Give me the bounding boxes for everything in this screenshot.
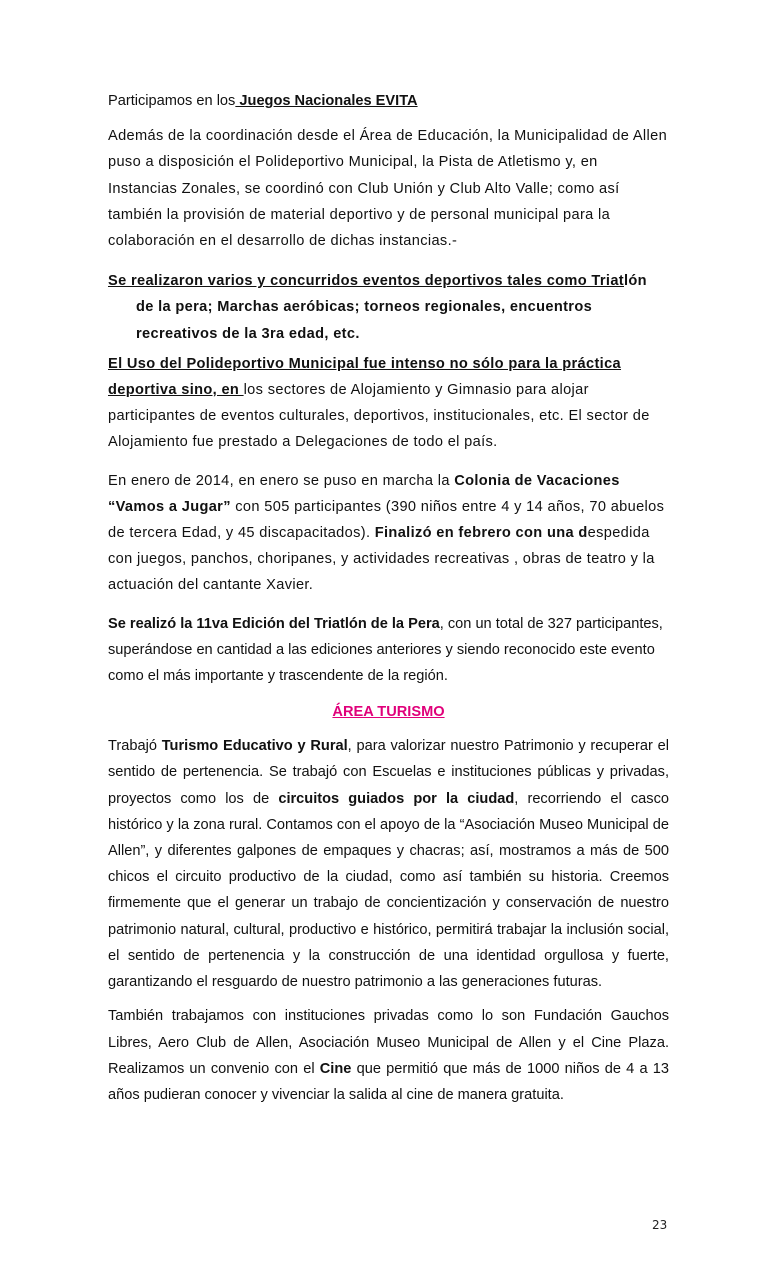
colonia-text-3: espedida con juegos, panchos, choripanes, y actividades recreativas , obras de teatro y la actuación del cantante Xavier. — [108, 525, 655, 594]
paragraph-juegos-evita — [108, 88, 669, 114]
eventos-text: lón de la pera; Marchas aeróbicas; torneos regionales, encuentros recreativos de la 3ra edad, etc. — [136, 273, 647, 342]
paragraph-triatlon — [108, 611, 669, 690]
colonia-text-2: con 505 participantes (390 niños entre 4 y 14 años, 70 abuelos de tercera Edad, y 45 discapacitados). — [108, 498, 665, 542]
colonia-text-1: En enero de 2014, en enero se puso en marcha la — [108, 472, 455, 489]
cine-bold: Cine — [319, 1060, 352, 1077]
polideportivo-underlined-text: El Uso del Polideportivo Municipal fue intenso no sólo para la práctica deportiva sino, en — [108, 355, 622, 399]
paragraph-eventos-deportivos — [108, 268, 669, 347]
document-body — [108, 88, 669, 1119]
turismo-text-1: Trabajó — [108, 738, 162, 755]
colonia-title: Colonia de Vacaciones “Vamos a Jugar” — [108, 472, 620, 515]
juegos-evita-title: Juegos Nacionales EVITA — [235, 93, 418, 109]
turismo-text-2: , para valorizar nuestro Patrimonio y recuperar el sentido de pertenencia. Se trabajó con Escuelas e instituciones públicas y privadas, proyectos como los de — [108, 738, 670, 807]
instituciones-text-2: que permitió que más de 1000 niños de 4 a 13 años pudieran conocer y vivenciar la salida al cine de manera gratuita. — [108, 1060, 669, 1103]
paragraph-turismo — [108, 733, 669, 995]
paragraph-polideportivo — [108, 351, 669, 456]
paragraph-text: Participamos en los — [108, 93, 236, 109]
page-number: 23 — [652, 1218, 668, 1232]
section-heading-area-turismo: ÁREA TURISMO — [332, 704, 445, 721]
polideportivo-text: los sectores de Alojamiento y Gimnasio para alojar participantes de eventos culturales, deportivos, institucionales, etc. El sector de Alojamiento fue prestado a Delegaciones de todo el país. — [108, 382, 650, 451]
circuitos-guiados: circuitos guiados por la ciudad — [278, 790, 515, 807]
eventos-underlined-text: Se realizaron varios y concurridos eventos deportivos tales como Triat — [108, 273, 624, 290]
turismo-title: Turismo Educativo y Rural — [161, 738, 348, 755]
turismo-text-3: , recorriendo el casco histórico y la zona rural. Contamos con el apoyo de la “Asociación Museo Municipal de Allen”, y diferentes galpones de empaques y chacras; así, mostramos a más de 500 chicos el circuito productivo de la ciudad, como así también su historia. Creemos firmemente que el generar un trabajo de concientización y conservación de nuestro patrimonio natural, cultural, productivo e histórico, permitirá trabajar la inclusión social, el sentido de pertenencia y la construcción de una identidad orgullosa y fuerte, garantizando el resguardo de nuestro patrimonio a las generaciones futuras. — [108, 790, 669, 991]
colonia-finalizo: Finalizó en febrero con una d — [374, 525, 588, 542]
triatlon-title: Se realizó la 11va Edición del Triatlón de la Pera — [108, 615, 440, 632]
triatlon-text: , con un total de 327 participantes, superándose en cantidad a las ediciones anteriores y siendo reconocido este evento como el más importante y trascendente de la región. — [108, 615, 663, 685]
paragraph-colonia-vacaciones — [108, 468, 669, 599]
paragraph-instituciones-privadas — [108, 1003, 669, 1108]
instituciones-text-1: También trabajamos con instituciones privadas como lo son Fundación Gauchos Libres, Aero Club de Allen, Asociación Museo Municipal de Allen y el Cine Plaza. Realizamos un convenio con el — [108, 1008, 669, 1077]
paragraph-coordinacion: Además de la coordinación desde el Área de Educación, la Municipalidad de Allen puso a disposición el Polideportivo Municipal, la Pista de Atletismo y, en Instancias Zonales, se coordinó con Club Unión y Club Alto Valle; como así también la provisión de material deportivo y de personal municipal para la colaboración en el desarrollo de dichas instancias.- — [108, 128, 668, 250]
